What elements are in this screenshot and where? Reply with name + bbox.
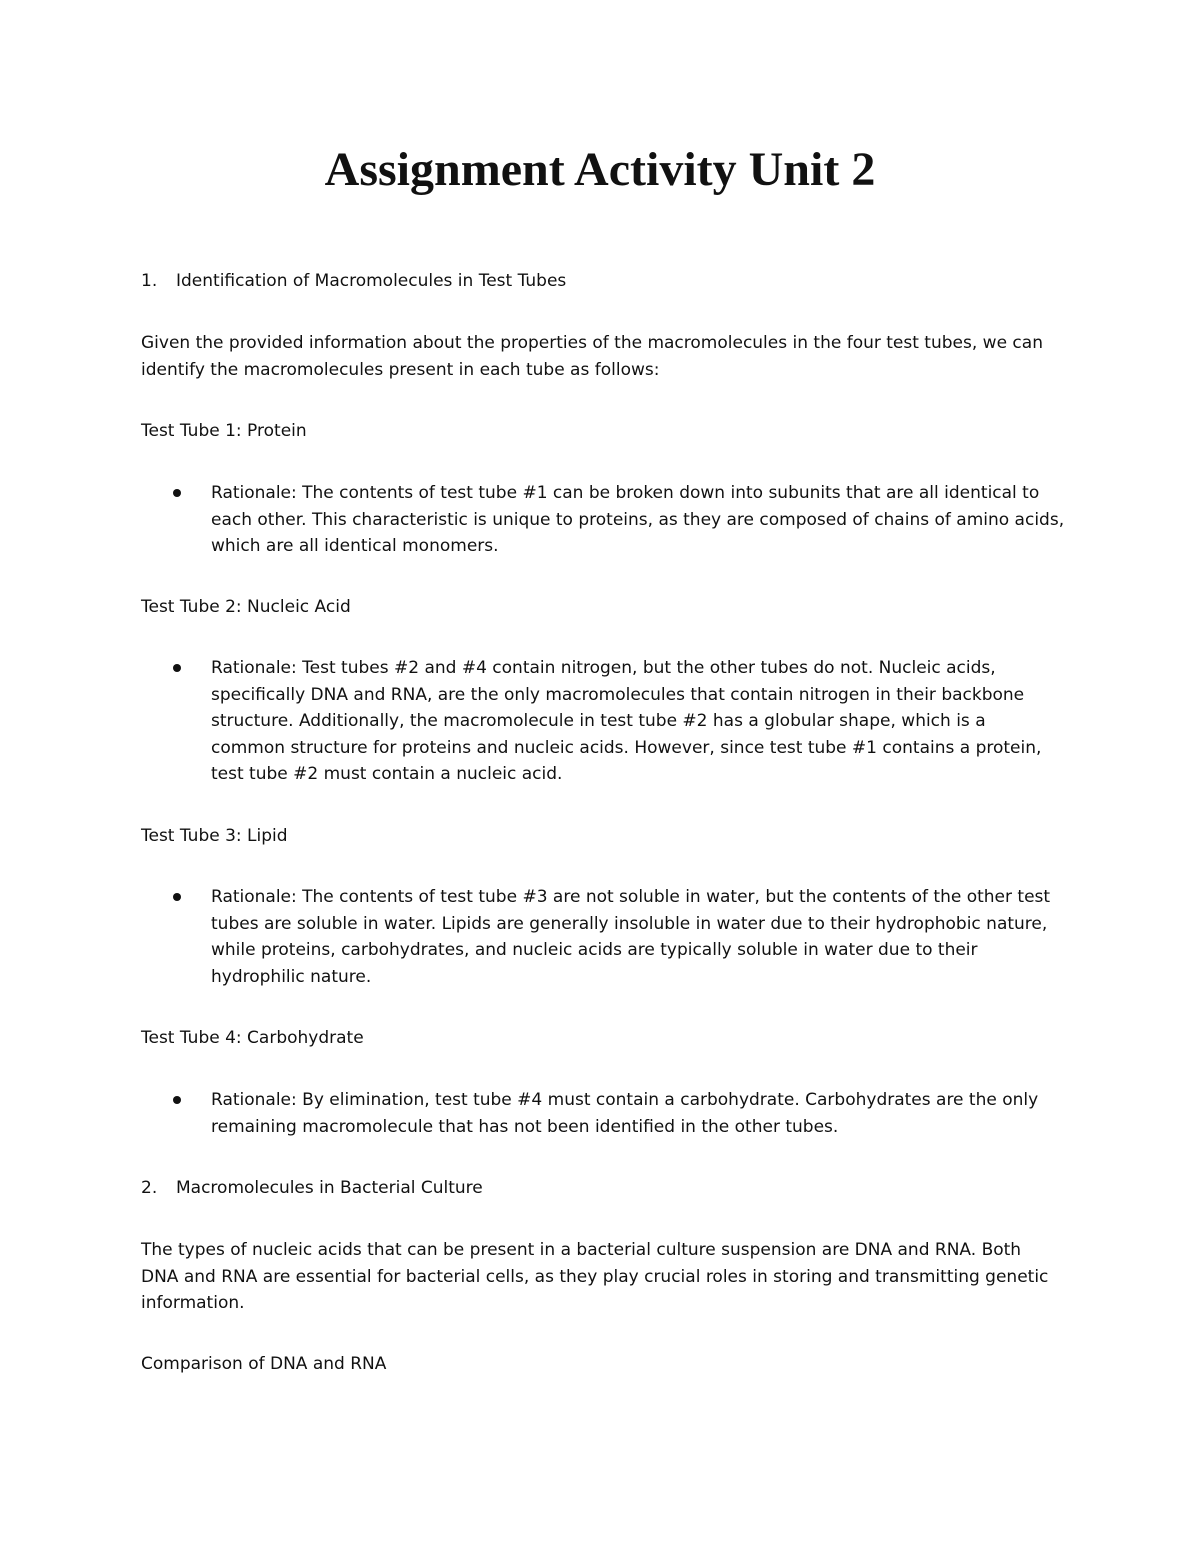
tube-2-rationale: Rationale: Test tubes #2 and #4 contain nitrogen, but the other tubes do not. Nucleic acids, specifically DNA and RNA, are the only macromolecules that contain nitrogen in their backbone structure. Additionally, the macromolecule in test tube #2 has a globular shape, which is a common structure for proteins and nucleic acids. However, since test tube #1 contains a protein, test tube #2 must contain a nucleic acid.	[211, 658, 1042, 784]
section-2-number: 2.	[141, 1178, 158, 1198]
section-2-subheading: Comparison of DNA and RNA	[141, 1354, 387, 1374]
section-2-heading-text: Macromolecules in Bacterial Culture	[176, 1178, 483, 1198]
section-1-heading	[141, 268, 1071, 295]
section-2-paragraph: The types of nucleic acids that can be present in a bacterial culture suspension are DNA and RNA. Both DNA and RNA are essential for bacterial cells, as they play crucial roles in storing and transmitting genetic information.	[141, 1240, 1049, 1313]
tube-4-label: Test Tube 4: Carbohydrate	[141, 1028, 364, 1048]
tube-3-rationale: Rationale: The contents of test tube #3 are not soluble in water, but the contents of the other test tubes are soluble in water. Lipids are generally insoluble in water due to their hydrophobic nature, while proteins, carbohydrates, and nucleic acids are typically soluble in water due to their hydrophilic nature.	[211, 887, 1051, 987]
tube-3-rationale-item	[211, 884, 1061, 990]
section-1-heading-text: Identification of Macromolecules in Test Tubes	[176, 271, 567, 291]
section-1-number: 1.	[141, 271, 158, 291]
tube-1-label: Test Tube 1: Protein	[141, 421, 307, 441]
tube-4-rationale-item	[211, 1087, 1066, 1140]
bullet-icon	[173, 1096, 181, 1104]
tube-1-rationale-item	[211, 480, 1071, 560]
page-title: Assignment Activity Unit 2	[324, 143, 876, 196]
bullet-icon	[173, 489, 181, 497]
tube-1-rationale: Rationale: The contents of test tube #1 can be broken down into subunits that are all identical to each other. This characteristic is unique to proteins, as they are composed of chains of amino acids, which are all identical monomers.	[211, 483, 1065, 556]
section-1-intro: Given the provided information about the properties of the macromolecules in the four test tubes, we can identify the macromolecules present in each tube as follows:	[141, 333, 1043, 380]
tube-2-label: Test Tube 2: Nucleic Acid	[141, 597, 351, 617]
section-2-heading	[141, 1175, 1071, 1202]
tube-3-label: Test Tube 3: Lipid	[141, 826, 288, 846]
bullet-icon	[173, 664, 181, 672]
tube-2-rationale-item	[211, 655, 1061, 788]
bullet-icon	[173, 893, 181, 901]
tube-4-rationale: Rationale: By elimination, test tube #4 must contain a carbohydrate. Carbohydrates are the only remaining macromolecule that has not been identified in the other tubes.	[211, 1090, 1039, 1137]
